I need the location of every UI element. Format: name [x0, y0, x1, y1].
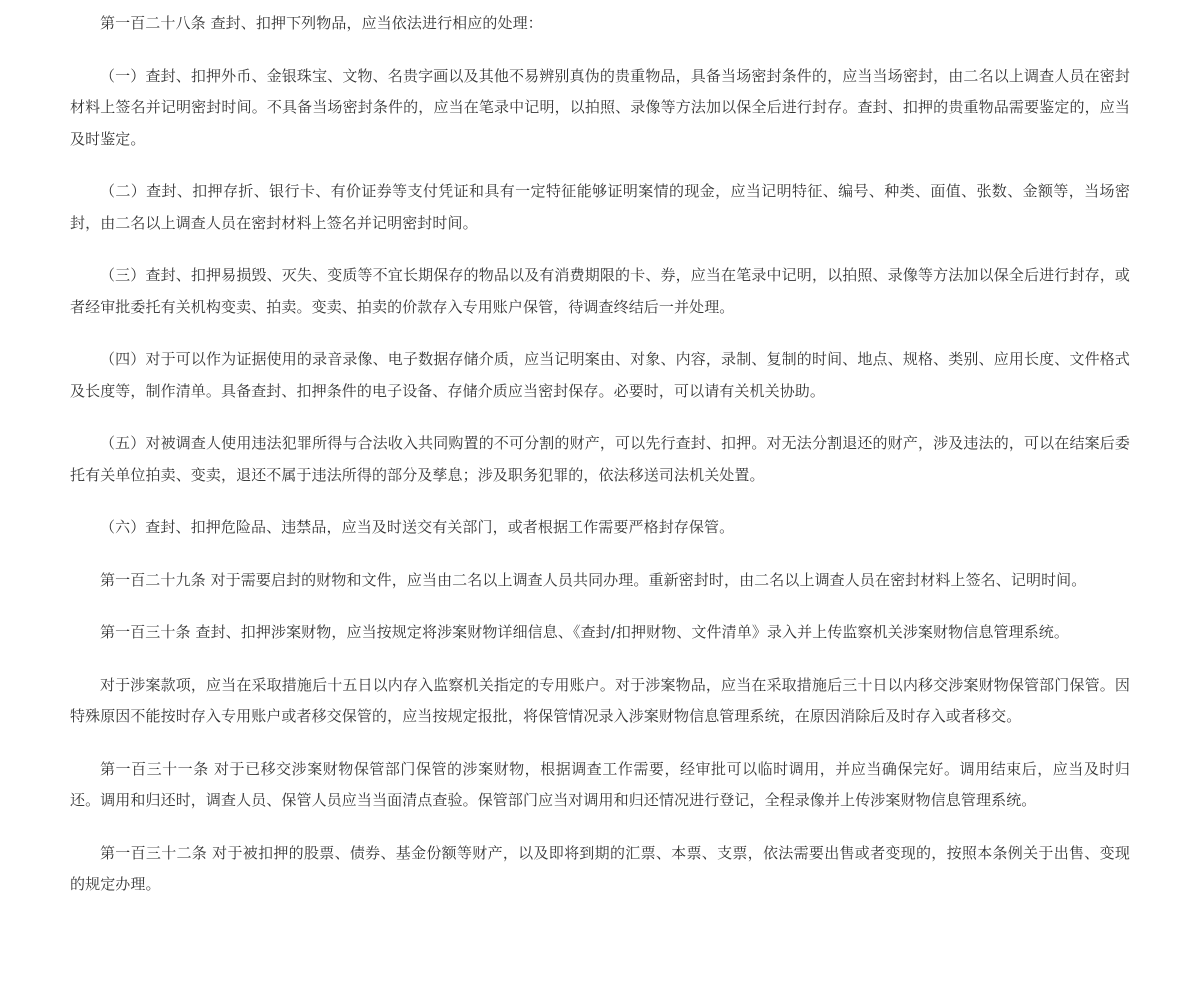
article-128-item-4: （四）对于可以作为证据使用的录音录像、电子数据存储介质，应当记明案由、对象、内容，录制、复制的时间、地点、规格、类别、应用长度、文件格式及长度等，制作清单。具备查封、扣押条件的电子设备、存储介质应当密封保存。必要时，可以请有关机关协助。 [70, 350, 1130, 400]
article-130-paragraph-2: 对于涉案款项，应当在采取措施后十五日以内存入监察机关指定的专用账户。对于涉案物品，应当在采取措施后三十日以内移交涉案财物保管部门保管。因特殊原因不能按时存入专用账户或者移交保管的，应当按规定报批，将保管情况录入涉案财物信息管理系统，在原因消除后及时存入或者移交。 [70, 675, 1130, 725]
article-128-item-3: （三）查封、扣押易损毁、灭失、变质等不宜长期保存的物品以及有消费期限的卡、券，应当在笔录中记明，以拍照、录像等方法加以保全后进行封存，或者经审批委托有关机构变卖、拍卖。变卖、拍卖的价款存入专用账户保管，待调查终结后一并处理。 [70, 266, 1130, 316]
article-130: 第一百三十条 查封、扣押涉案财物，应当按规定将涉案财物详细信息、《查封/扣押财物、文件清单》录入并上传监察机关涉案财物信息管理系统。 [100, 623, 1069, 641]
article-128-item-5: （五）对被调查人使用违法犯罪所得与合法收入共同购置的不可分割的财产，可以先行查封、扣押。对无法分割退还的财产，涉及违法的，可以在结案后委托有关单位拍卖、变卖，退还不属于违法所得的部分及孳息；涉及职务犯罪的，依法移送司法机关处置。 [70, 434, 1130, 484]
article-128-item-2: （二）查封、扣押存折、银行卡、有价证券等支付凭证和具有一定特征能够证明案情的现金，应当记明特征、编号、种类、面值、张数、金额等，当场密封，由二名以上调查人员在密封材料上签名并记明密封时间。 [70, 182, 1130, 232]
article-128-item-6: （六）查封、扣押危险品、违禁品，应当及时送交有关部门，或者根据工作需要严格封存保管。 [100, 518, 735, 536]
article-132: 第一百三十二条 对于被扣押的股票、债券、基金份额等财产，以及即将到期的汇票、本票、支票，依法需要出售或者变现的，按照本条例关于出售、变现的规定办理。 [70, 843, 1130, 893]
article-129: 第一百二十九条 对于需要启封的财物和文件，应当由二名以上调查人员共同办理。重新密封时，由二名以上调查人员在密封材料上签名、记明时间。 [100, 570, 1087, 589]
article-131: 第一百三十一条 对于已移交涉案财物保管部门保管的涉案财物，根据调查工作需要，经审批可以临时调用，并应当确保完好。调用结束后，应当及时归还。调用和归还时，调查人员、保管人员应当当面清点查验。保管部门应当对调用和归还情况进行登记，全程录像并上传涉案财物信息管理系统。 [70, 759, 1130, 809]
article-128-item-1: （一）查封、扣押外币、金银珠宝、文物、名贵字画以及其他不易辨别真伪的贵重物品，具备当场密封条件的，应当当场密封，由二名以上调查人员在密封材料上签名并记明密封时间。不具备当场密封条件的，应当在笔录中记明，以拍照、录像等方法加以保全后进行封存。查封、扣押的贵重物品需要鉴定的，应当及时鉴定。 [70, 66, 1130, 148]
article-128-heading: 第一百二十八条 查封、扣押下列物品，应当依法进行相应的处理： [100, 14, 543, 32]
